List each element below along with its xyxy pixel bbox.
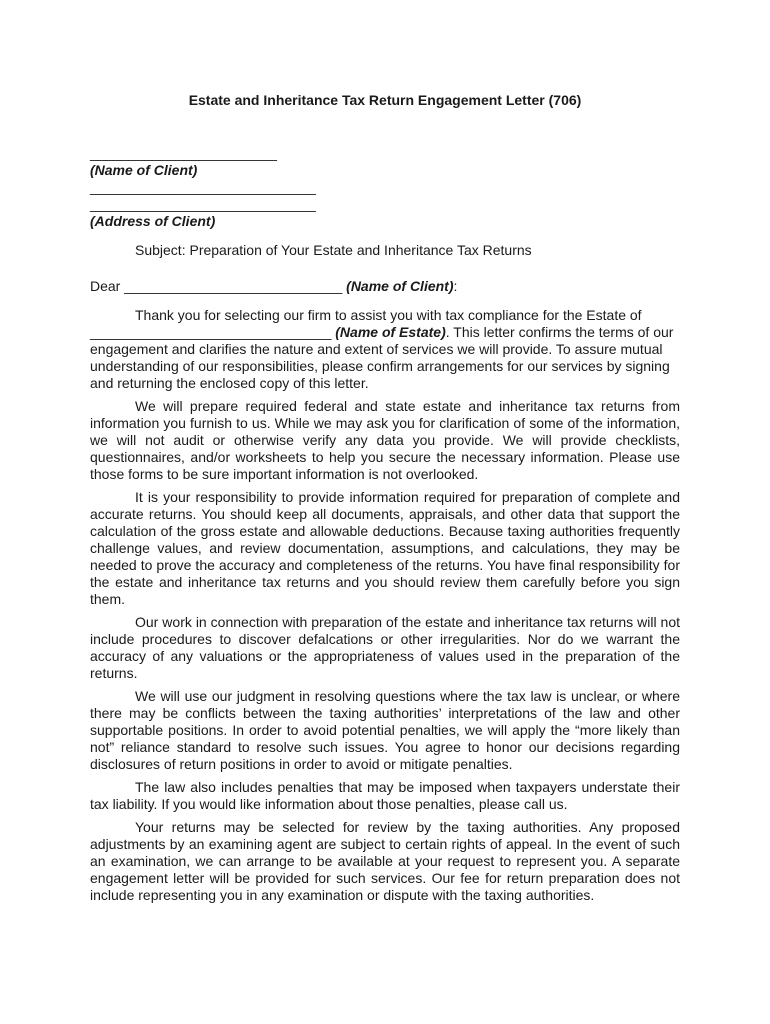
estate-name-blank: _______________________________ bbox=[90, 324, 332, 340]
salutation bbox=[90, 278, 680, 295]
subject-line: Subject: Preparation of Your Estate and Inheritance Tax Returns bbox=[135, 242, 532, 258]
document-title: Estate and Inheritance Tax Return Engagement Letter (706) bbox=[188, 92, 582, 108]
client-address-blank-2: _____________________________ bbox=[90, 196, 316, 212]
client-name-label: (Name of Client) bbox=[90, 162, 198, 178]
salutation-prefix: Dear bbox=[90, 278, 121, 294]
paragraph-6: The law also includes penalties that may be imposed when taxpayers understate their tax liability. If you would like information about those penalties, please call us. bbox=[90, 779, 680, 812]
client-name-blank: ________________________ bbox=[90, 145, 277, 161]
paragraph-4: Our work in connection with preparation of the estate and inheritance tax returns will not include procedures to discover defalcations or other irregularities. Nor do we warrant the accuracy of any valuations or the appropriateness of values used in the preparation of the returns. bbox=[90, 614, 680, 681]
salutation-suffix: : bbox=[453, 278, 458, 294]
salutation-name-label: (Name of Client) bbox=[346, 278, 454, 294]
client-address-blank-1: _____________________________ bbox=[90, 179, 316, 195]
salutation-blank: ____________________________ bbox=[124, 278, 343, 294]
paragraph-7: Your returns may be selected for review by the taxing authorities. Any proposed adjustments by an examining agent are subject to certain rights of appeal. In the event of such an examination, we can arrange to be available at your request to represent you. A separate engagement letter will be provided for such services. Our fee for return preparation does not include representing you in any examination or dispute with the taxing authorities. bbox=[90, 819, 680, 903]
paragraph-1 bbox=[90, 307, 680, 392]
paragraph-3: It is your responsibility to provide information required for preparation of complete and accurate returns. You should keep all documents, appraisals, and other data that support the calculation of the gross estate and allowable deductions. Because taxing authorities frequently challenge values, and review documentation, assumptions, and calculations, they may be needed to prove the accuracy and completeness of the returns. You have final responsibility for the estate and inheritance tax returns and you should review them carefully before you sign them. bbox=[90, 489, 680, 607]
paragraph-5: We will use our judgment in resolving questions where the tax law is unclear, or where there may be conflicts between the taxing authorities’ interpretations of the law and other supportable positions. In order to avoid potential penalties, we will apply the “more likely than not” reliance standard to resolve such issues. You agree to honor our decisions regarding disclosures of return positions in order to avoid or mitigate penalties. bbox=[90, 688, 680, 772]
estate-name-label: (Name of Estate) bbox=[335, 324, 446, 340]
client-address-label: (Address of Client) bbox=[90, 213, 216, 229]
paragraph-2: We will prepare required federal and state estate and inheritance tax returns from information you furnish to us. While we may ask you for clarification of some of the information, we will not audit or otherwise verify any data you provide. We will provide checklists, questionnaires, and/or worksheets to help you secure the necessary information. Please use those forms to be sure important information is not overlooked. bbox=[90, 398, 680, 482]
paragraph-1-text: Thank you for selecting our firm to assist you with tax compliance for the Estate of bbox=[135, 307, 642, 323]
paragraph-1-continuation: . This letter confirms the terms of our engagement and clarifies the nature and extent of services we will provide. To assure mutual understanding of our responsibilities, please confirm arrangements for our services by signing and returning the enclosed copy of this letter. bbox=[90, 324, 674, 391]
